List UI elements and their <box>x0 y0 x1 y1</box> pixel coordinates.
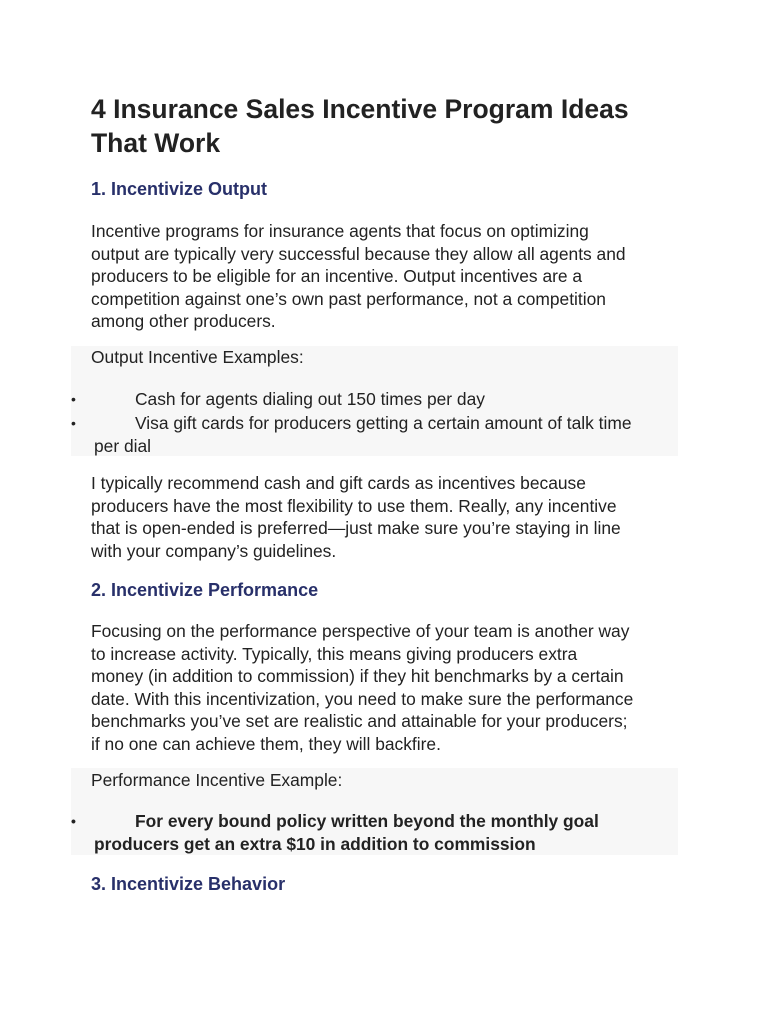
page-title: 4 Insurance Sales Incentive Program Ideas That Work <box>91 94 629 158</box>
section-paragraph-output: Incentive programs for insurance agents that focus on optimizing output are typically very successful because they allow all agents and producers to be eligible for an incentive. Output incentives are a competition against one’s own past performance, not a competition among other producers. <box>91 221 626 331</box>
section-heading-behavior: 3. Incentivize Behavior <box>91 874 286 894</box>
section-heading-performance: 2. Incentivize Performance <box>91 580 319 600</box>
section-paragraph-output-followup: I typically recommend cash and gift cards as incentives because producers have the most flexibility to use them. Really, any incentive that is open-ended is preferred—just make sure you’re staying in line with your company’s guidelines. <box>91 473 621 561</box>
bullet-icon: • <box>71 415 76 431</box>
performance-example-label: Performance Incentive Example: <box>91 770 343 790</box>
output-examples-box <box>71 346 678 456</box>
list-item <box>71 388 678 411</box>
section-heading-output: 1. Incentivize Output <box>91 179 268 199</box>
bullet-icon: • <box>71 813 76 829</box>
list-item-text: For every bound policy written beyond the monthly goal producers get an extra $10 in addition to commission <box>94 811 599 854</box>
output-examples-label: Output Incentive Examples: <box>91 347 304 367</box>
section-paragraph-performance: Focusing on the performance perspective of your team is another way to increase activity. Typically, this means giving producers extra money (in addition to commission) if they hit benchmarks by a certain date. With this incentivization, you need to make sure the performance benchmarks you’ve set are realistic and attainable for your producers; if no one can achieve them, they will backfire. <box>91 621 634 754</box>
list-item-text: Cash for agents dialing out 150 times per day <box>135 389 485 409</box>
list-item <box>71 810 678 855</box>
list-item <box>71 412 678 457</box>
bullet-icon: • <box>71 391 76 407</box>
performance-example-box <box>71 768 678 855</box>
list-item-text: Visa gift cards for producers getting a certain amount of talk time per dial <box>94 413 632 456</box>
